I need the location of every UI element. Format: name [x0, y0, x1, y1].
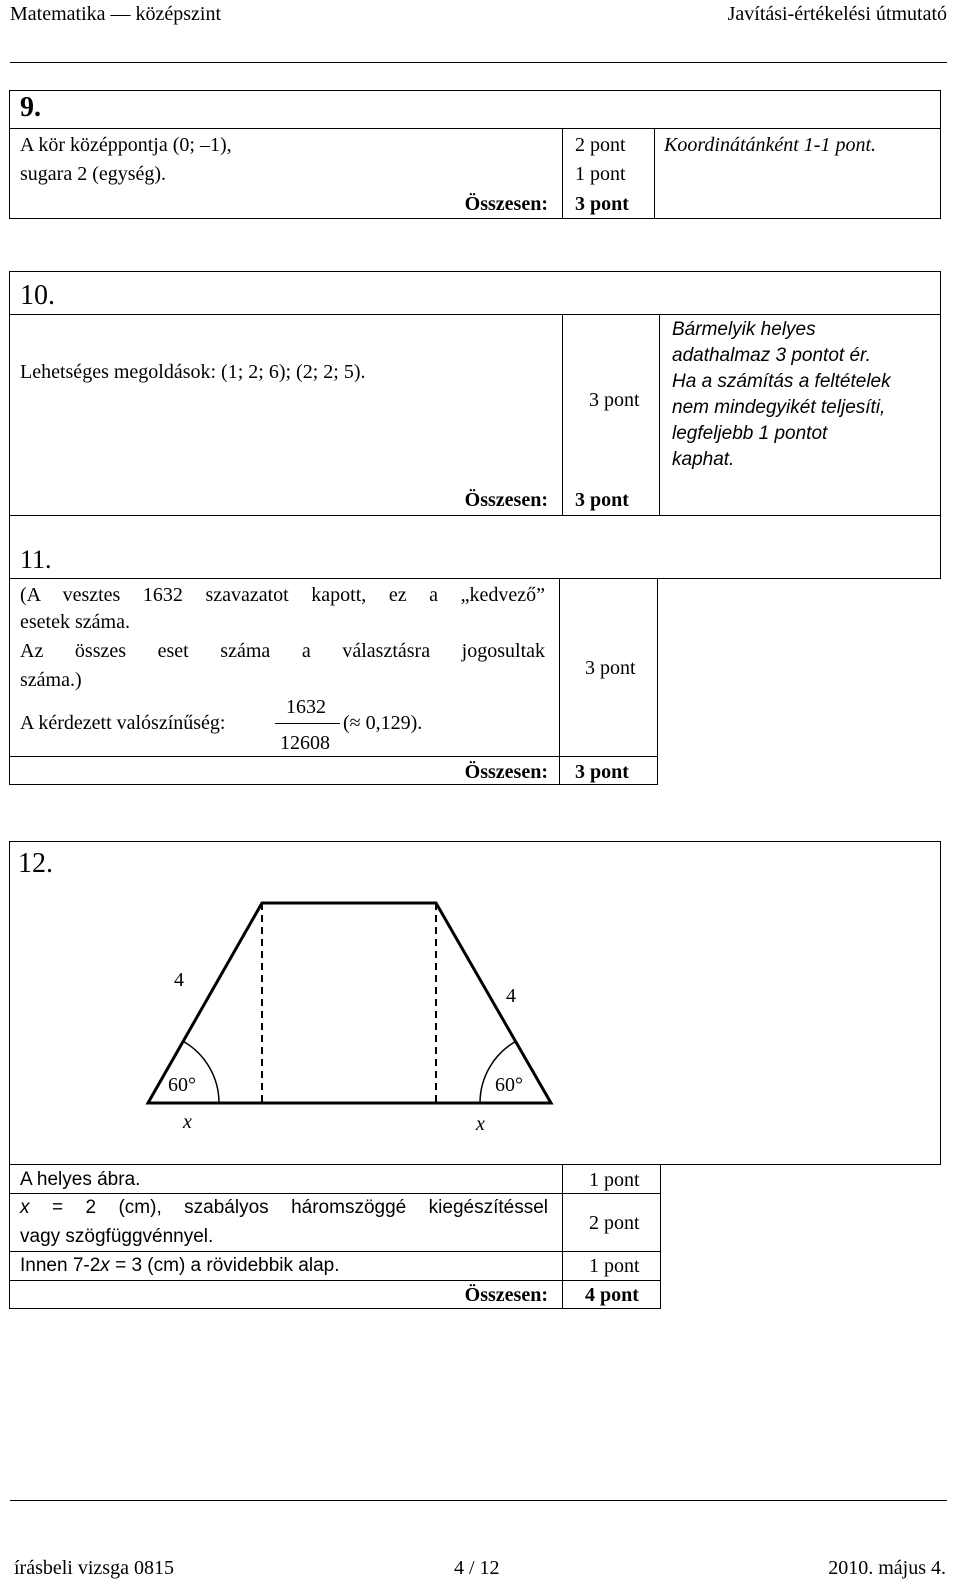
q11-approx: (≈ 0,129).: [343, 712, 423, 734]
header-left: Matematika — középszint: [10, 3, 222, 25]
q12-row-1-points: 1 pont: [589, 1169, 640, 1191]
q11-total-label: Összesen:: [464, 761, 548, 783]
q10-total-points: 3 pont: [575, 489, 629, 511]
q11-line-3: Az összes eset száma a választásra jogosultak: [20, 640, 545, 662]
q11-points: 3 pont: [585, 657, 636, 679]
q11-prob-label: A kérdezett valószínűség:: [20, 712, 226, 734]
q9-total-points: 3 pont: [575, 193, 629, 215]
q10-text: Lehetséges megoldások: (1; 2; 6); (2; 2; 5).: [20, 361, 366, 383]
figure-angle-left: 60°: [168, 1074, 196, 1096]
q12-row-2-line-2: vagy szögfüggvénnyel.: [20, 1226, 214, 1247]
q10-note-line-6: kaphat.: [672, 449, 735, 470]
question-11-number: 11.: [20, 545, 52, 574]
q11-line-4: száma.): [20, 669, 82, 691]
q10-note-line-1: Bármelyik helyes: [672, 319, 816, 340]
q10-note-line-4: nem mindegyikét teljesíti,: [672, 397, 886, 418]
q10-points: 3 pont: [589, 389, 640, 411]
q9-row-2-points: 1 pont: [575, 163, 626, 185]
figure-angle-right: 60°: [495, 1074, 523, 1096]
q9-row-1-points: 2 pont: [575, 134, 626, 156]
question-9-number: 9.: [20, 92, 41, 123]
q11-denominator: 12608: [280, 732, 330, 754]
q12-row-3-points: 1 pont: [589, 1255, 640, 1277]
footer-page-number: 4 / 12: [454, 1557, 500, 1579]
q12-total-points: 4 pont: [585, 1284, 639, 1306]
footer-right: 2010. május 4.: [828, 1557, 946, 1579]
figure-x-left: x: [183, 1111, 192, 1133]
figure-x-right: x: [476, 1113, 485, 1135]
q10-total-label: Összesen:: [464, 489, 548, 511]
q11-line-1: (A vesztes 1632 szavazatot kapott, ez a „kedvező”: [20, 584, 545, 606]
q9-row-1-text: A kör középpontja (0; –1),: [20, 134, 232, 156]
q9-row-2-text: sugara 2 (egység).: [20, 163, 167, 185]
q11-line-2: esetek száma.: [20, 611, 130, 633]
q9-row-1-note: Koordinátánként 1-1 pont.: [664, 134, 877, 156]
q12-row-2-line-1: [20, 1198, 548, 1217]
figure-side-right: 4: [506, 985, 516, 1007]
footer-rule: [10, 1500, 947, 1501]
q12-row-3-text-a: Innen 7-2: [20, 1255, 101, 1276]
q12-total-label: Összesen:: [464, 1284, 548, 1306]
question-12-number: 12.: [18, 848, 53, 879]
q12-row-3-var: x: [100, 1255, 110, 1276]
q10-note-line-3: Ha a számítás a feltételek: [672, 371, 891, 392]
q12-row-2-text: = 2 (cm), szabályos háromszöggé kiegészítéssel: [29, 1197, 548, 1218]
q11-total-points: 3 pont: [575, 761, 629, 783]
q12-row-1-text: A helyes ábra.: [20, 1169, 141, 1190]
q11-numerator: 1632: [286, 696, 326, 718]
footer-left: írásbeli vizsga 0815: [14, 1557, 174, 1579]
q10-note-line-5: legfeljebb 1 pontot: [672, 423, 828, 444]
q12-row-2-var: x: [20, 1197, 30, 1218]
figure-side-left: 4: [174, 969, 184, 991]
trapezoid-shape: [148, 903, 551, 1103]
q12-row-2-points: 2 pont: [589, 1212, 640, 1234]
q12-row-3-text-c: = 3 (cm) a rövidebbik alap.: [109, 1255, 340, 1276]
q10-note-line-2: adathalmaz 3 pontot ér.: [672, 345, 871, 366]
header-right: Javítási-értékelési útmutató: [727, 3, 947, 25]
q12-row-3-text: [20, 1256, 340, 1275]
question-10-number: 10.: [20, 280, 55, 311]
q9-total-label: Összesen:: [464, 193, 548, 215]
